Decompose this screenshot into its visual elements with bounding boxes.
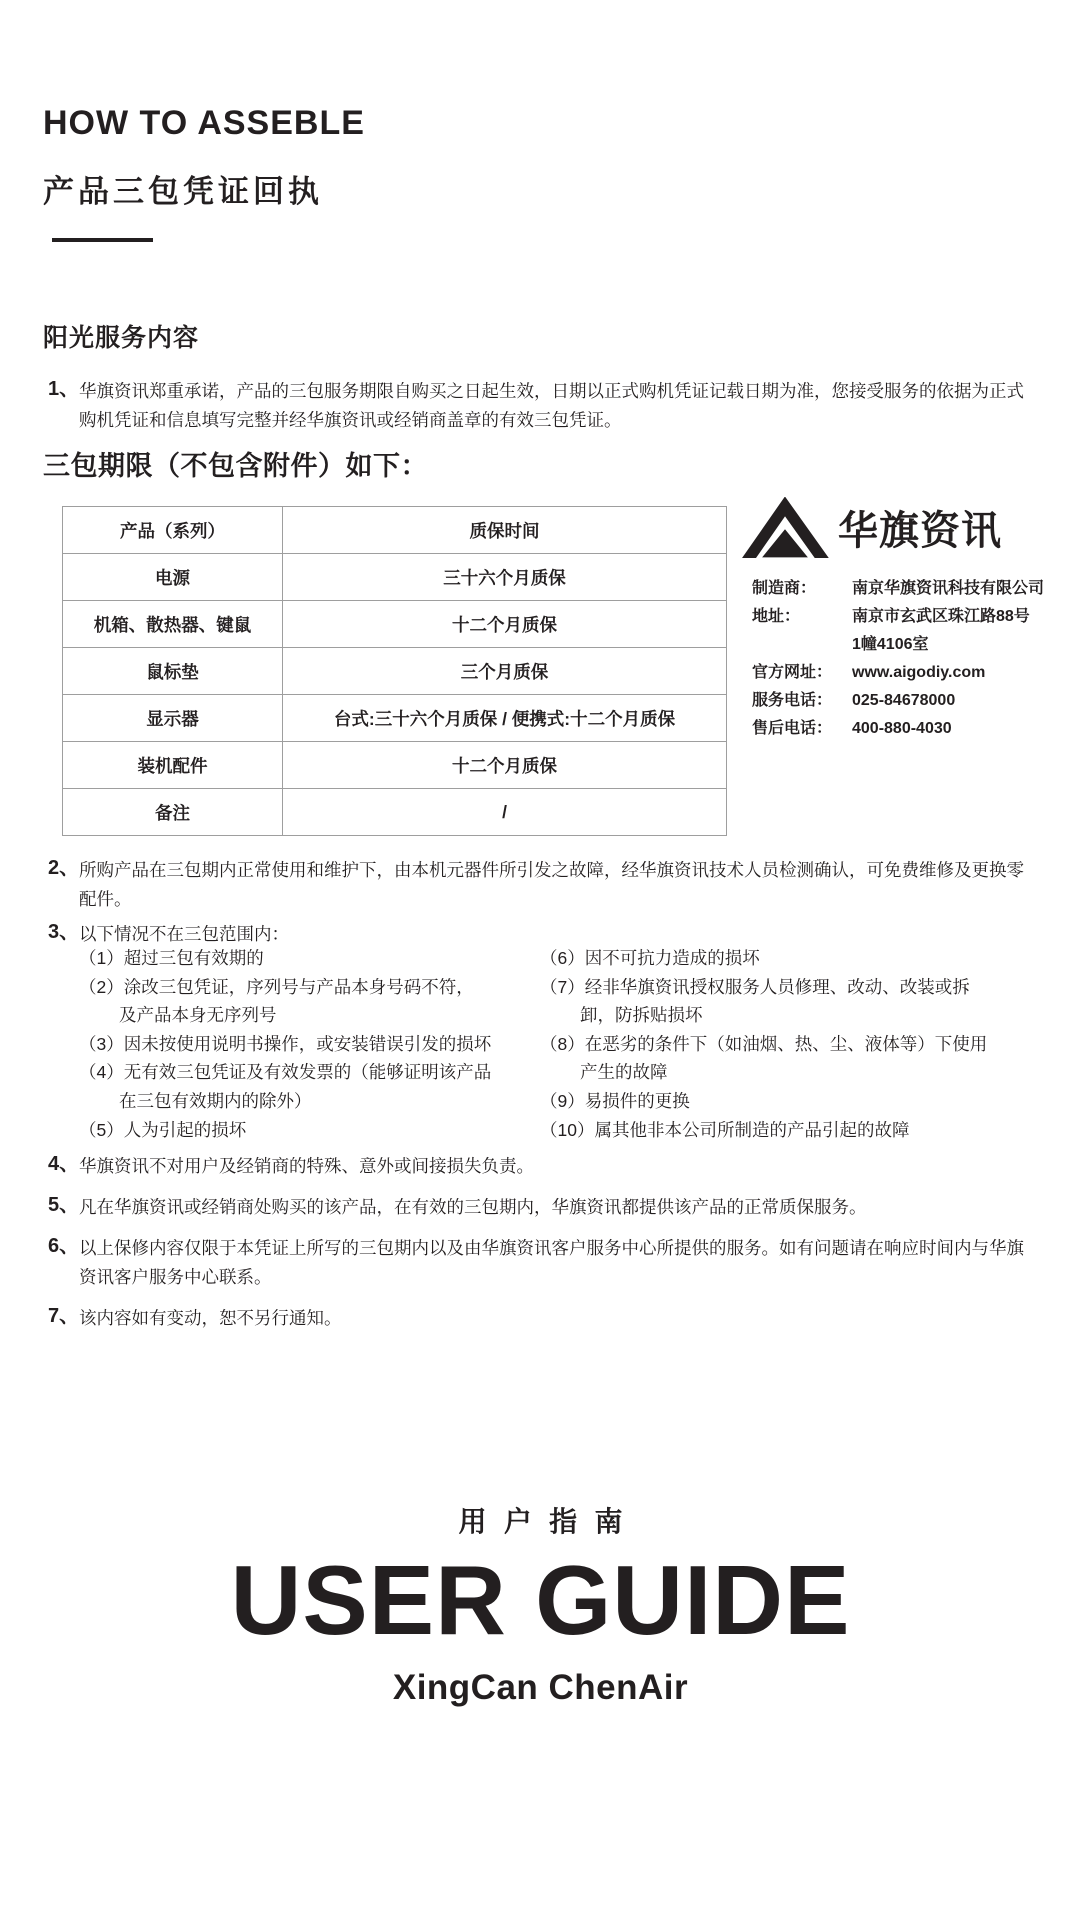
- exclusion-item: （2）涂改三包凭证，序列号与产品本身号码不符，: [79, 976, 474, 997]
- table-row: [63, 601, 727, 648]
- table-row: [63, 742, 727, 789]
- brand-logo-text: 华旗资讯: [838, 509, 1002, 553]
- exclusion-item: （6）因不可抗力造成的损坏: [540, 948, 760, 968]
- table-cell-period: 台式:三十六个月质保 / 便携式:十二个月质保: [283, 695, 727, 742]
- service-item-1: [48, 377, 1031, 435]
- page-title-zh: 产品三包凭证回执: [43, 174, 323, 209]
- exclusion-item-continuation: 产生的故障: [580, 1062, 668, 1083]
- note-item-6: [48, 1234, 1025, 1292]
- table-row: [63, 554, 727, 601]
- note-item-7: [48, 1304, 1025, 1333]
- table-cell-product: 电源: [63, 554, 283, 601]
- item-number: 3、: [48, 921, 80, 943]
- exclusion-column-right: [540, 944, 1070, 1144]
- item-text: 该内容如有变动，恕不另行通知。: [79, 1308, 342, 1328]
- user-guide-title-zh: 用户指南: [458, 1506, 640, 1537]
- exclusion-item-continuation: 及产品本身无序列号: [119, 1005, 277, 1026]
- table-row: [63, 507, 727, 554]
- table-cell-product: 装机配件: [63, 742, 283, 789]
- exclusion-item: （10）属其他非本公司所制造的产品引起的故障: [540, 1119, 910, 1140]
- info-row-address-line2: [752, 631, 1044, 659]
- page-title-en: HOW TO ASSEBLE: [43, 104, 365, 142]
- mountain-triangle-icon: [741, 497, 829, 558]
- item-text: 凡在华旗资讯或经销商处购买的该产品，在有效的三包期内，华旗资讯都提供该产品的正常质保服务。: [79, 1197, 867, 1217]
- item-number: 1、: [48, 378, 80, 400]
- info-label: 服务电话：: [752, 692, 833, 709]
- info-value: www.aigodiy.com: [852, 664, 986, 681]
- product-model-name: XingCan ChenAir: [392, 1668, 689, 1707]
- exclusion-item: （1）超过三包有效期的: [79, 948, 264, 968]
- table-row: [63, 648, 727, 695]
- info-row-address: [752, 603, 1044, 631]
- item-text: 所购产品在三包期内正常使用和维护下，由本机元器件所引发之故障，经华旗资讯技术人员检测确认，可免费维修及更换零配件。: [79, 860, 1024, 909]
- info-row-aftersales-phone: [752, 715, 1044, 743]
- exclusion-column-left: [79, 944, 540, 1144]
- warranty-table: [62, 506, 727, 836]
- info-value: 南京华旗资讯科技有限公司: [852, 580, 1045, 597]
- table-cell-period: 质保时间: [283, 507, 727, 554]
- info-row-website: [752, 659, 1044, 687]
- info-label: 官方网址：: [752, 664, 833, 681]
- info-value: 南京市玄武区珠江路88号: [852, 608, 1030, 625]
- item-text: 以下情况不在三包范围内：: [79, 924, 289, 944]
- table-row: [63, 789, 727, 836]
- table-cell-product: 产品（系列）: [63, 507, 283, 554]
- footer: [0, 1502, 1081, 1708]
- info-label: 售后电话：: [752, 720, 833, 737]
- title-underline: [52, 238, 153, 242]
- notes-lower-section: [48, 1152, 1025, 1345]
- company-info: [752, 575, 1044, 743]
- table-cell-product: 机箱、散热器、键鼠: [63, 601, 283, 648]
- item-number: 6、: [48, 1235, 80, 1257]
- item-text: 以上保修内容仅限于本凭证上所写的三包期内以及由华旗资讯客户服务中心所提供的服务。如有问题请在响应时间内与华旗资讯客户服务中心联系。: [79, 1238, 1024, 1287]
- note-item-5: [48, 1193, 1025, 1222]
- exclusion-item-continuation: 卸，防拆贴损坏: [580, 1005, 703, 1026]
- exclusion-list: [79, 944, 1070, 1144]
- exclusion-item: （9）易损件的更换: [540, 1090, 690, 1111]
- info-row-manufacturer: [752, 575, 1044, 603]
- exclusion-item: （7）经非华旗资讯授权服务人员修理、改动、改装或拆: [540, 976, 970, 997]
- warranty-section-heading: 三包期限（不包含附件）如下：: [43, 451, 428, 481]
- info-row-service-phone: [752, 687, 1044, 715]
- info-value: 025-84678000: [852, 692, 956, 709]
- table-cell-period: 三十六个月质保: [283, 554, 727, 601]
- exclusion-item-continuation: 在三包有效期内的除外）: [119, 1090, 312, 1111]
- exclusion-item: （5）人为引起的损坏: [79, 1119, 247, 1140]
- table-cell-product: 备注: [63, 789, 283, 836]
- table-cell-period: /: [283, 789, 727, 836]
- item-number: 7、: [48, 1305, 80, 1327]
- info-value: 400-880-4030: [852, 720, 952, 737]
- item-number: 4、: [48, 1153, 80, 1175]
- table-cell-period: 十二个月质保: [283, 601, 727, 648]
- exclusion-item: （8）在恶劣的条件下（如油烟、热、尘、液体等）下使用: [540, 1033, 988, 1054]
- info-label: 制造商：: [752, 580, 817, 597]
- table-cell-product: 鼠标垫: [63, 648, 283, 695]
- brand-logo: [741, 497, 1002, 558]
- item-text: 华旗资讯不对用户及经销商的特殊、意外或间接损失负责。: [79, 1156, 534, 1176]
- item-number: 2、: [48, 857, 80, 879]
- exclusion-item: （3）因未按使用说明书操作，或安装错误引发的损坏: [79, 1033, 492, 1054]
- item-text: 华旗资讯郑重承诺，产品的三包服务期限自购买之日起生效，日期以正式购机凭证记载日期为准，您接受服务的依据为正式购机凭证和信息填写完整并经华旗资讯或经销商盖章的有效三包凭证。: [79, 381, 1024, 430]
- note-item-4: [48, 1152, 1025, 1181]
- user-guide-title-en: USER GUIDE: [230, 1545, 851, 1655]
- note-item-2: [48, 856, 1037, 914]
- service-section-heading: 阳光服务内容: [43, 324, 200, 352]
- table-row: [63, 695, 727, 742]
- info-value: 1幢4106室: [852, 636, 929, 653]
- info-label: [752, 631, 852, 659]
- table-cell-product: 显示器: [63, 695, 283, 742]
- info-label: 地址：: [752, 608, 801, 625]
- exclusion-item: （4）无有效三包凭证及有效发票的（能够证明该产品: [79, 1062, 492, 1083]
- table-cell-period: 三个月质保: [283, 648, 727, 695]
- item-number: 5、: [48, 1194, 80, 1216]
- table-cell-period: 十二个月质保: [283, 742, 727, 789]
